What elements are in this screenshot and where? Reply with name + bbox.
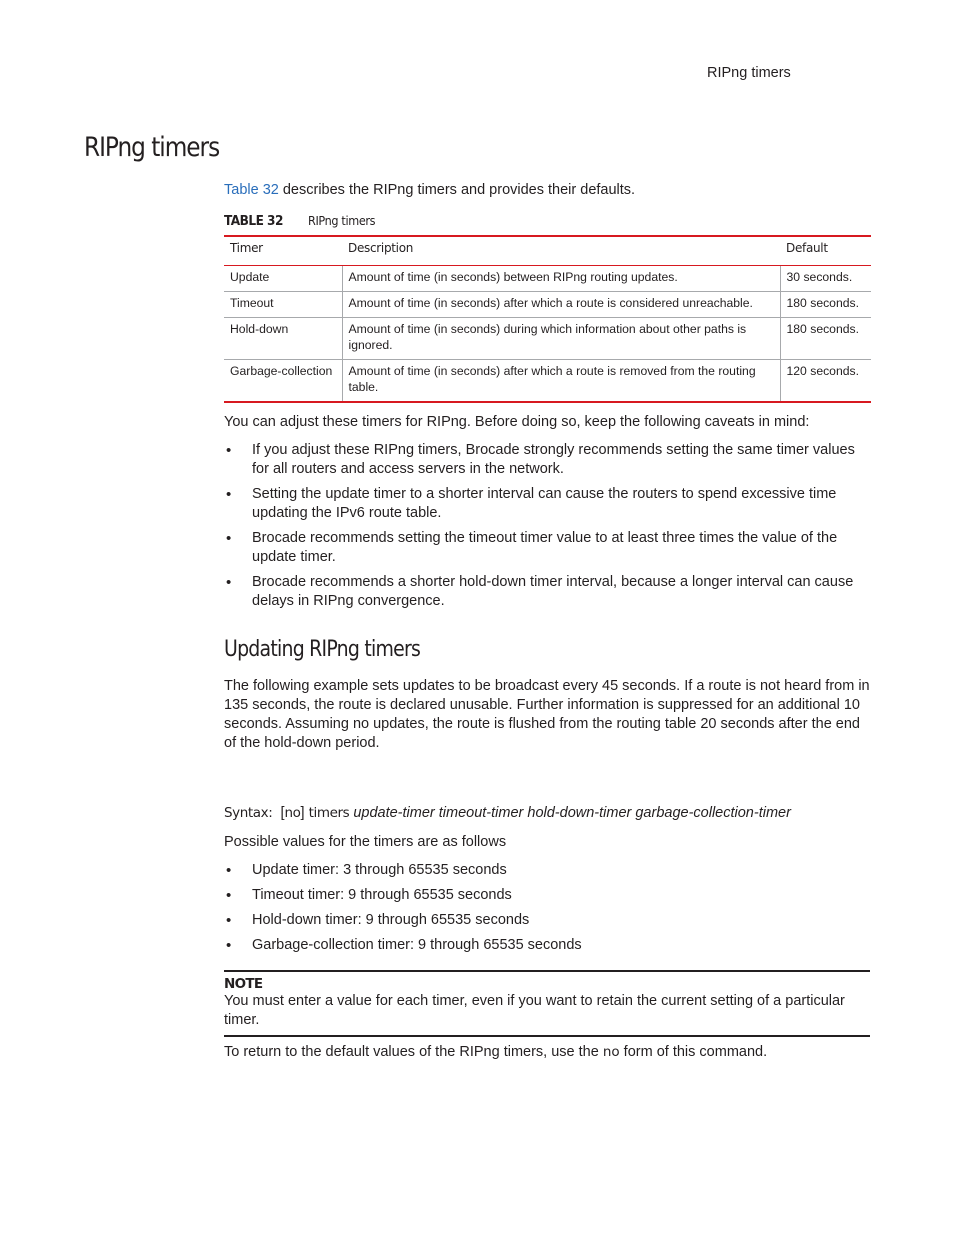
cell-description: Amount of time (in seconds) after which a route is removed from the routing table.	[342, 360, 780, 403]
table-32-link[interactable]: Table 32	[224, 182, 279, 198]
list-item: • Garbage-collection timer: 9 through 65535 seconds	[224, 936, 872, 955]
table-label: TABLE 32	[224, 213, 283, 229]
header-default: Default	[780, 236, 871, 266]
closing-text-after: form of this command.	[619, 1044, 768, 1060]
syntax-arguments: update-timer timeout-timer hold-down-timer garbage-collection-timer	[353, 805, 791, 821]
closing-no-keyword: no	[602, 1044, 620, 1060]
caveats-intro: You can adjust these timers for RIPng. Before doing so, keep the following caveats in mind:	[224, 414, 810, 430]
page-title: RIPng timers	[84, 132, 220, 163]
syntax-no-keyword: no	[284, 805, 301, 821]
cell-timer: Garbage-collection	[224, 360, 342, 403]
closing-paragraph	[224, 1043, 872, 1062]
table-row	[224, 360, 871, 403]
table-caption	[224, 213, 383, 229]
syntax-command: timers	[308, 805, 350, 821]
cell-timer: Hold-down	[224, 318, 342, 360]
caveats-list	[224, 441, 872, 611]
running-head: RIPng timers	[707, 65, 791, 81]
note-body: You must enter a value for each timer, even if you want to retain the current setting of a particular timer.	[224, 993, 845, 1028]
syntax-close-bracket: ]	[300, 805, 305, 821]
cell-default: 120 seconds.	[780, 360, 871, 403]
cell-timer: Timeout	[224, 292, 342, 318]
syntax-open-bracket: [	[280, 805, 285, 821]
closing-text-before: To return to the default values of the RIPng timers, use the	[224, 1044, 603, 1060]
list-item: • Hold-down timer: 9 through 65535 seconds	[224, 911, 872, 930]
cell-default: 180 seconds.	[780, 318, 871, 360]
timer-values-list	[224, 861, 872, 955]
table-row	[224, 292, 871, 318]
section-heading: Updating RIPng timers	[224, 637, 421, 662]
list-item: • If you adjust these RIPng timers, Brocade strongly recommends setting the same timer values for all routers and access servers in the network.	[224, 441, 872, 479]
note-title: NOTE	[224, 976, 263, 992]
example-paragraph: The following example sets updates to be broadcast every 45 seconds. If a route is not heard from in 135 seconds, the route is declared unusable. Further information is suppressed for an additional 10 seconds. Assuming no updates, the route is flushed from the routing table 20 seconds after the end of the hold-down period.	[224, 678, 870, 751]
cell-default: 180 seconds.	[780, 292, 871, 318]
note-box	[224, 970, 870, 1037]
ripng-timers-table	[224, 235, 871, 403]
list-item: • Brocade recommends setting the timeout timer value to at least three times the value of the update timer.	[224, 529, 872, 567]
table-row	[224, 318, 871, 360]
table-header-row	[224, 236, 871, 266]
intro-paragraph	[224, 181, 872, 200]
header-timer: Timer	[224, 236, 342, 266]
values-intro: Possible values for the timers are as follows	[224, 834, 507, 850]
list-item: • Brocade recommends a shorter hold-down timer interval, because a longer interval can cause delays in RIPng convergence.	[224, 573, 872, 611]
cell-default: 30 seconds.	[786, 270, 853, 284]
table-row	[224, 266, 871, 292]
cell-description: Amount of time (in seconds) after which a route is considered unreachable.	[342, 292, 780, 318]
cell-timer: Update	[224, 266, 342, 292]
intro-text: describes the RIPng timers and provides their defaults.	[278, 182, 636, 198]
header-description: Description	[342, 236, 780, 266]
cell-description: Amount of time (in seconds) during which information about other paths is ignored.	[342, 318, 780, 360]
list-item: • Timeout timer: 9 through 65535 seconds	[224, 886, 872, 905]
cell-description: Amount of time (in seconds) between RIPng routing updates.	[342, 266, 780, 292]
list-item: • Setting the update timer to a shorter interval can cause the routers to spend excessive time updating the IPv6 route table.	[224, 485, 872, 523]
syntax-label: Syntax:	[224, 805, 273, 821]
syntax-line	[224, 805, 791, 821]
list-item: • Update timer: 3 through 65535 seconds	[224, 861, 872, 880]
table-title: RIPng timers	[308, 213, 376, 228]
